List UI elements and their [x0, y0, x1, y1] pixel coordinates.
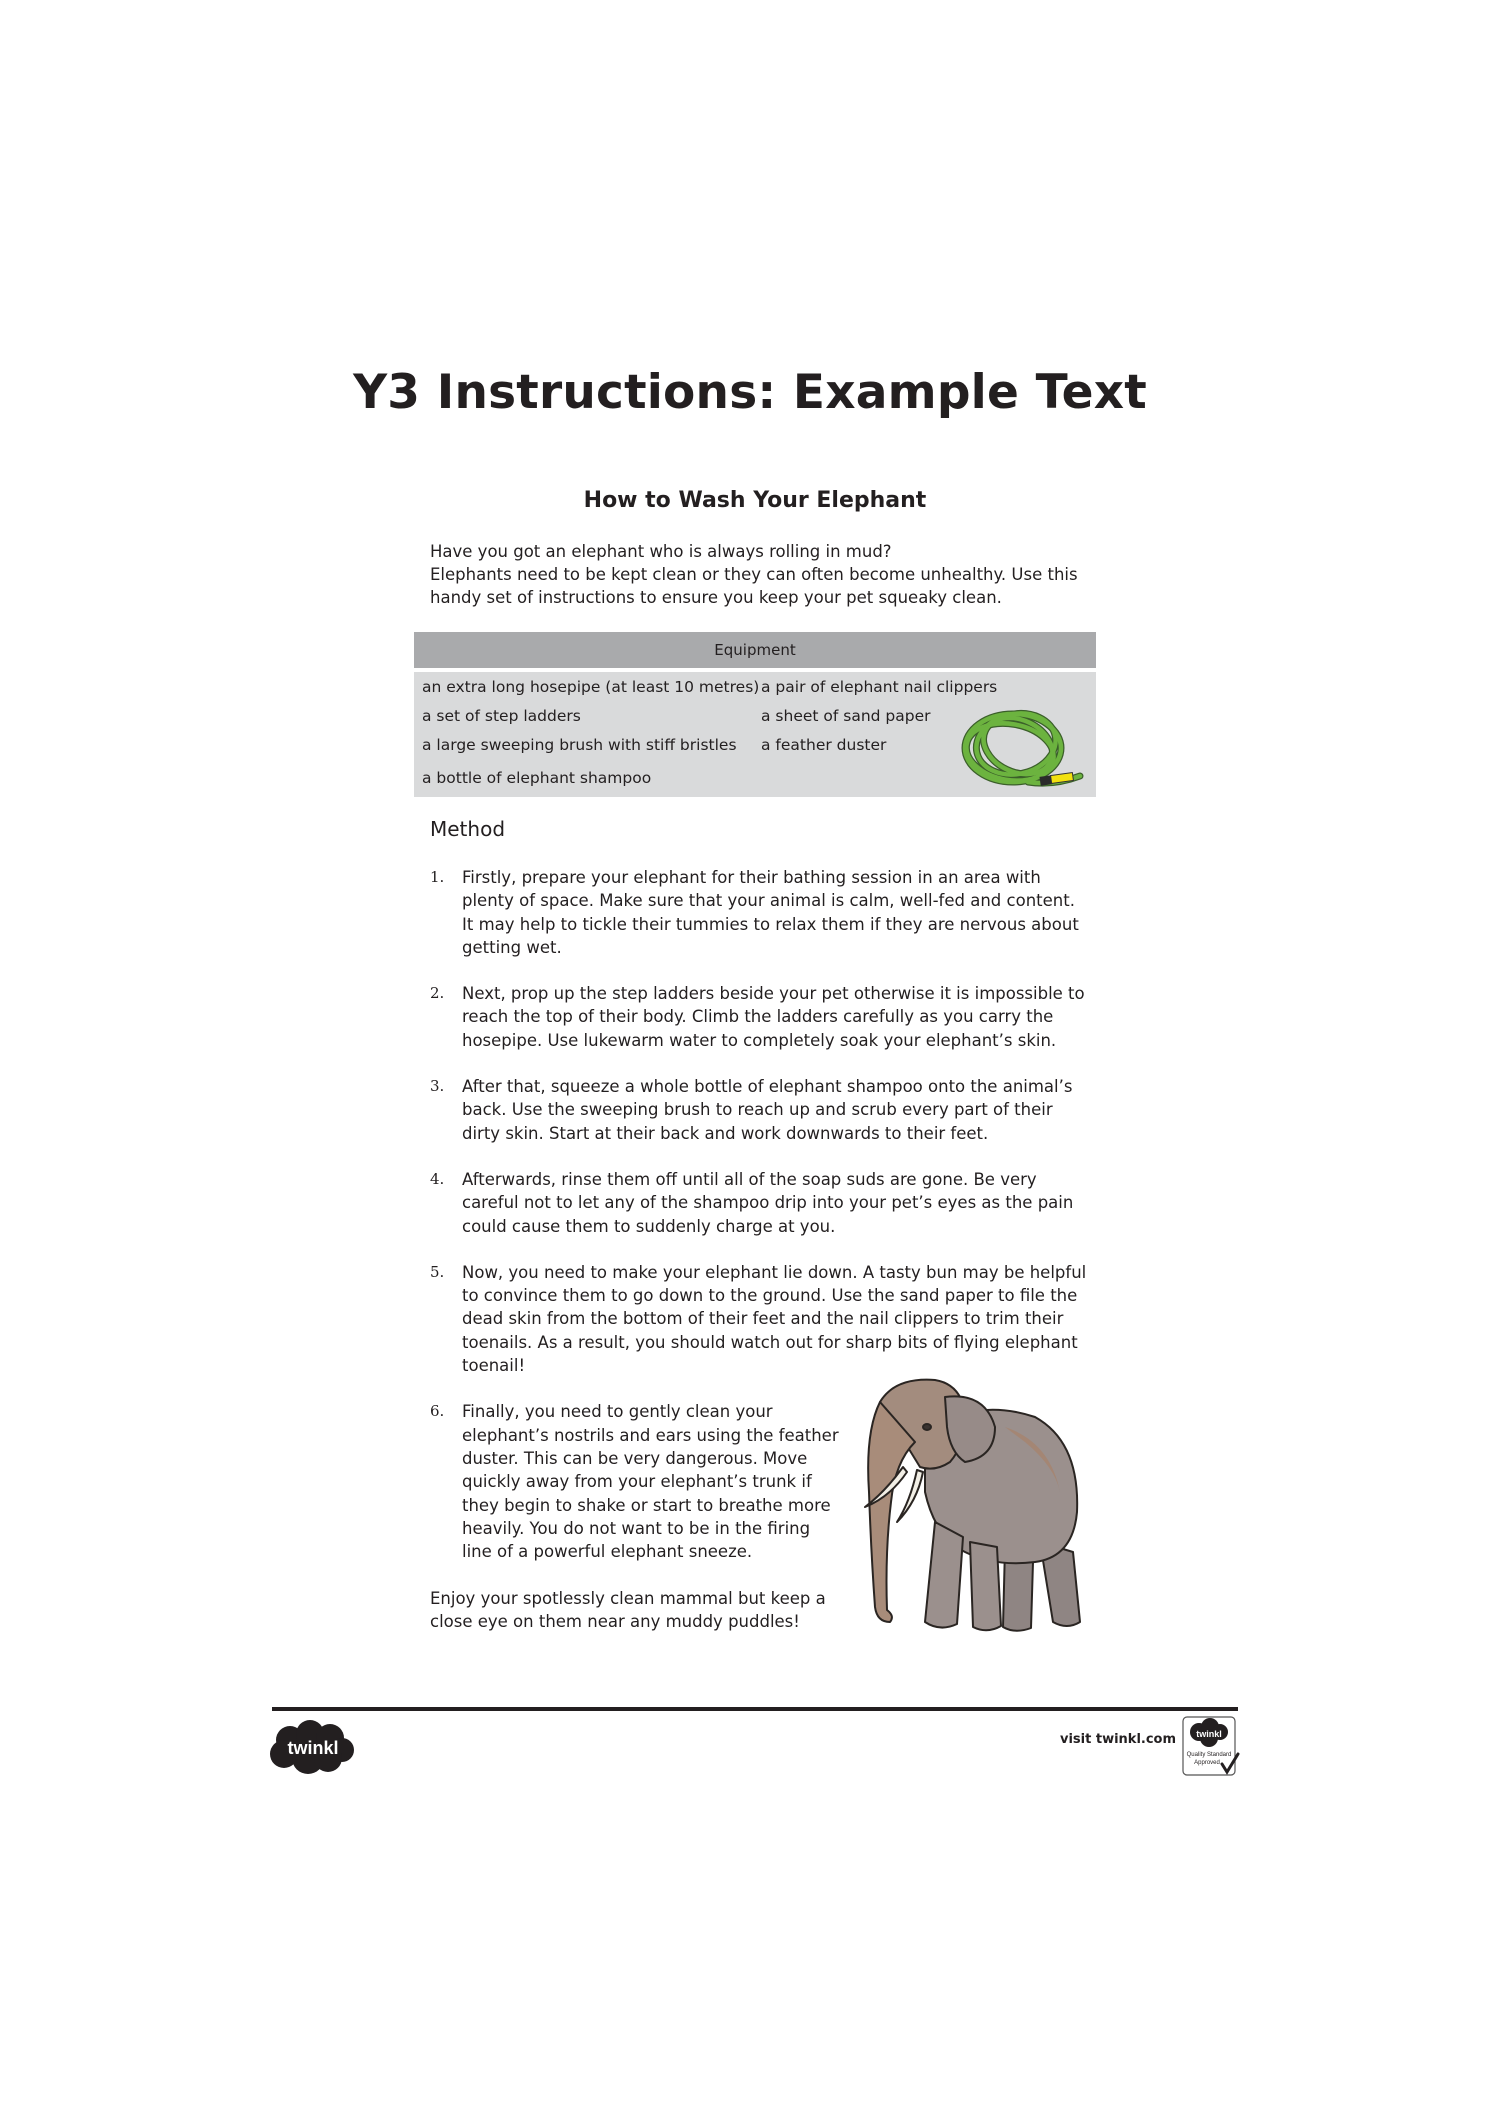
- equipment-list: [414, 672, 1096, 797]
- page-title: Y3 Instructions: Example Text: [353, 365, 1147, 420]
- step-text: Now, you need to make your elephant lie down. A tasty bun may be helpful to convince them to go down to the ground. Use the sand paper to file the dead skin from the bottom of their feet and the nail clippers to trim their toenails. As a result, you should watch out for sharp bits of flying elephant toenail!: [462, 1262, 1087, 1376]
- elephant-illustration: [855, 1372, 1090, 1642]
- intro-paragraph: [430, 540, 1090, 609]
- method-step: [430, 982, 1090, 1052]
- equipment-item: a pair of elephant nail clippers: [761, 678, 998, 696]
- twinkl-logo: [268, 1720, 358, 1776]
- intro-line-1: Have you got an elephant who is always rolling in mud?: [430, 542, 892, 561]
- badge-line-2: Approved: [1194, 1760, 1220, 1766]
- step-number: 3.: [430, 1077, 445, 1096]
- step-number: 4.: [430, 1169, 445, 1188]
- equipment-item: a bottle of elephant shampoo: [422, 769, 652, 787]
- step-text: Next, prop up the step ladders beside your pet otherwise it is impossible to reach the top of their body. Climb the ladders carefully as you carry the hosepipe. Use lukewarm water to completely soak your elephant’s skin.: [462, 984, 1085, 1050]
- quality-standard-badge: [1182, 1716, 1240, 1778]
- method-step: [430, 1400, 842, 1563]
- equipment-item: an extra long hosepipe (at least 10 metres): [422, 678, 760, 696]
- equipment-item: a sheet of sand paper: [761, 707, 931, 725]
- visit-website-link[interactable]: visit twinkl.com: [1060, 1732, 1177, 1747]
- equipment-heading: Equipment: [414, 632, 1096, 668]
- equipment-item: a set of step ladders: [422, 707, 581, 725]
- badge-line-1: Quality Standard: [1186, 1752, 1232, 1758]
- equipment-item: a large sweeping brush with stiff bristles: [422, 736, 737, 754]
- step-number: 1.: [430, 868, 445, 886]
- document-subtitle: How to Wash Your Elephant: [583, 488, 927, 513]
- step-text: Firstly, prepare your elephant for their bathing session in an area with plenty of space. Make sure that your animal is calm, well-fed and content. It may help to tickle their tummies to relax them if they are nervous about getting wet.: [462, 868, 1079, 957]
- badge-logo-text: twinkl: [1196, 1729, 1222, 1739]
- logo-text: twinkl: [287, 1738, 339, 1758]
- intro-line-2: Elephants need to be kept clean or they can often become unhealthy. Use this handy set of instructions to ensure you keep your pet squeaky clean.: [430, 565, 1078, 607]
- method-step: [430, 1075, 1090, 1145]
- step-text: Afterwards, rinse them off until all of the soap suds are gone. Be very careful not to let any of the shampoo drip into your pet’s eyes as the pain could cause them to suddenly charge at you.: [462, 1169, 1074, 1236]
- method-step: [430, 866, 1090, 959]
- equipment-table: [414, 632, 1096, 797]
- closing-paragraph: Enjoy your spotlessly clean mammal but keep a close eye on them near any muddy puddles!: [430, 1589, 826, 1632]
- step-text: After that, squeeze a whole bottle of elephant shampoo onto the animal’s back. Use the sweeping brush to reach up and scrub every part of their dirty skin. Start at their back and work downwards to their feet.: [462, 1077, 1073, 1143]
- hosepipe-illustration: [958, 704, 1088, 794]
- method-step: [430, 1261, 1090, 1377]
- footer-divider: [272, 1707, 1238, 1711]
- method-step: [430, 1168, 1090, 1238]
- step-text: Finally, you need to gently clean your elephant’s nostrils and ears using the feather duster. This can be very dangerous. Move quickly away from your elephant’s trunk if they begin to shake or start to breathe more heavily. You do not want to be in the firing line of a powerful elephant sneeze.: [462, 1402, 839, 1562]
- step-number: 2.: [430, 984, 445, 1003]
- step-number: 5.: [430, 1262, 445, 1281]
- method-heading: Method: [430, 817, 506, 841]
- step-number: 6.: [430, 1402, 445, 1421]
- equipment-item: a feather duster: [761, 736, 887, 754]
